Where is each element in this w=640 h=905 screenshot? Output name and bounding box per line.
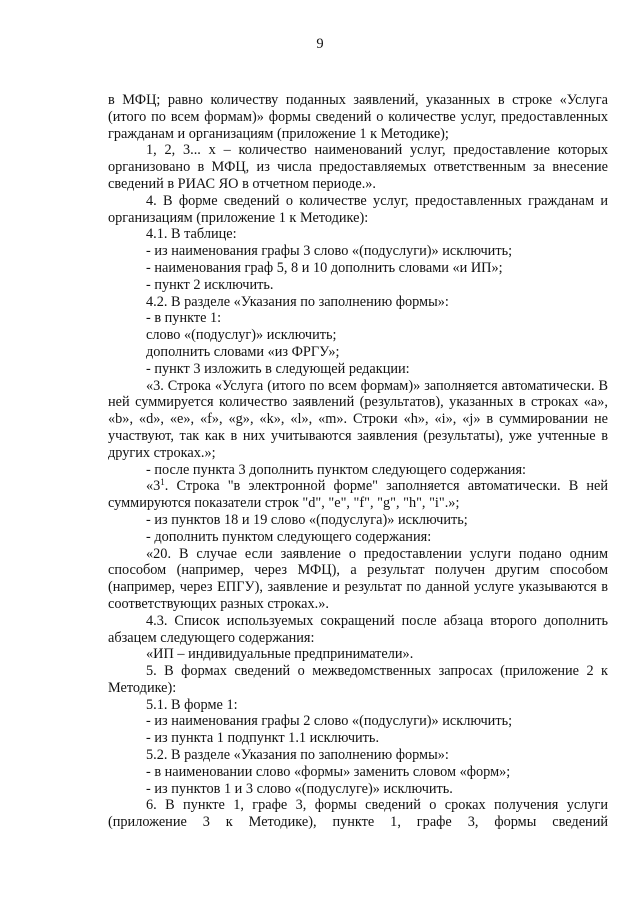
paragraph: - из пунктов 18 и 19 слово «(подуслуга)» исключить; (146, 511, 468, 528)
paragraph: 4.3. Список используемых сокращений после абзаца второго дополнить абзацем следующего содержания: (108, 612, 608, 646)
superscript: 1 (160, 477, 165, 488)
paragraph: - дополнить пунктом следующего содержания: (146, 528, 432, 545)
paragraph: - из наименования графы 3 слово «(подуслуги)» исключить; (146, 243, 513, 260)
paragraph: «ИП – индивидуальные предприниматели». (146, 646, 414, 663)
paragraph: 4. В форме сведений о количестве услуг, предоставленных гражданам и организациям (приложение 1 к Методике): (108, 192, 608, 226)
paragraph: - из наименования графы 2 слово «(подуслуги)» исключить; (146, 713, 513, 730)
paragraph-rest: . Строка "в электронной форме" заполняется автоматически. В ней суммируются показатели строк "d", "e", "f", "g", "h", "i".»; (108, 478, 608, 512)
paragraph: дополнить словами «из ФРГУ»; (146, 343, 340, 360)
paragraph: - в пункте 1: (146, 310, 222, 327)
paragraph: - пункт 3 изложить в следующей редакции: (146, 360, 410, 377)
paragraph: - в наименовании слово «формы» заменить словом «форм»; (146, 763, 511, 780)
paragraph: в МФЦ; равно количеству поданных заявлений, указанных в строке «Услуга (итого по всем формам)» формы сведений о количестве услуг, предоставленных гражданам и организациям (приложение 1 к Методике); (108, 92, 608, 142)
paragraph: «3. Строка «Услуга (итого по всем формам)» заполняется автоматически. В ней суммируется количество заявлений (результатов), указанных в строках «a», «b», «d», «e», «f», «g», «k», «l», «m». Строки «h», «i», «j» в суммировании не участвуют, так как в них учитываются заявления (результаты), уже учтенные в других строках.»; (108, 377, 608, 461)
paragraph: 6. В пункте 1, графе 3, формы сведений о сроках получения услуги (приложение 3 к Методике), пункте 1, графе 3, формы сведений (108, 797, 608, 831)
paragraph: - из пунктов 1 и 3 слово «(подуслуге)» исключить. (146, 780, 453, 797)
paragraph: - пункт 2 исключить. (146, 276, 274, 293)
paragraph: 1, 2, 3... x – количество наименований услуг, предоставление которых организовано в МФЦ, из числа предоставляемых ответственным за внесение сведений в РИАС ЯО в отчетном периоде.». (108, 142, 608, 192)
paragraph: 5. В формах сведений о межведомственных запросах (приложение 2 к Методике): (108, 663, 608, 696)
paragraph: 4.2. В разделе «Указания по заполнению формы»: (146, 293, 449, 310)
paragraph: «20. В случае если заявление о предоставлении услуги подано одним способом (например, через МФЦ), а результат получен другим способом (например, через ЕПГУ), заявление и результат по данной услуге указываются в соответствующих разных строках.». (108, 545, 608, 612)
paragraph: 5.2. В разделе «Указания по заполнению формы»: (146, 747, 449, 764)
paragraph: - наименования граф 5, 8 и 10 дополнить словами «и ИП»; (146, 259, 503, 276)
document-body (108, 92, 608, 831)
paragraph: 4.1. В таблице: (146, 226, 237, 243)
paragraph (108, 478, 608, 512)
page-number: 9 (316, 36, 324, 52)
paragraph: 5.1. В форме 1: (146, 696, 238, 713)
paragraph: слово «(подуслуг)» исключить; (146, 327, 337, 344)
paragraph: - после пункта 3 дополнить пунктом следующего содержания: (146, 461, 526, 478)
paragraph-lead: «3 (146, 478, 161, 495)
paragraph: - из пункта 1 подпункт 1.1 исключить. (146, 730, 380, 747)
